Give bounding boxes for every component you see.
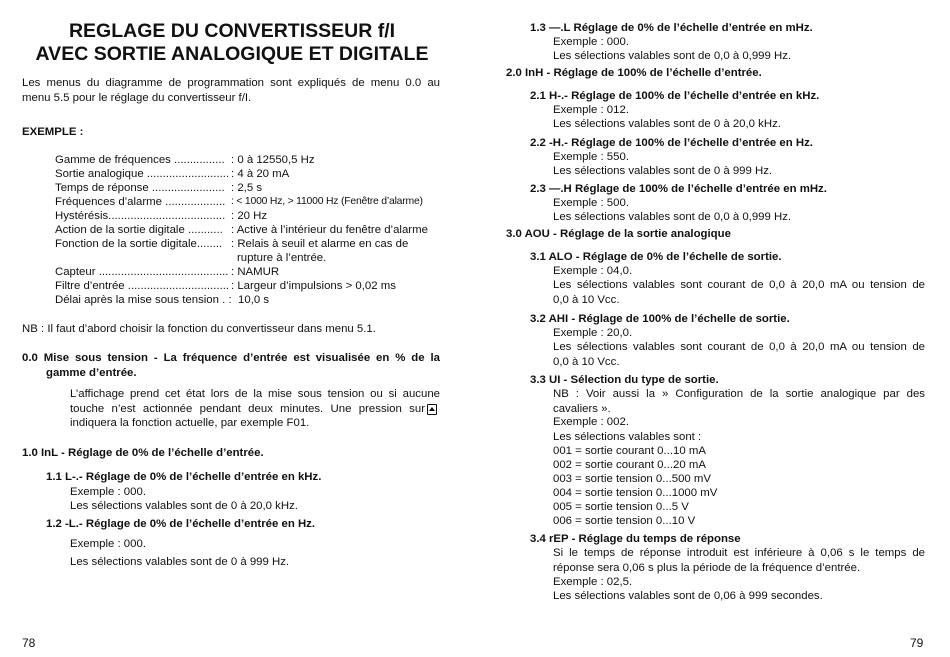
- section-3-4-example: Exemple : 02,5.: [553, 576, 633, 588]
- section-1-2-example: Exemple : 000.: [70, 538, 146, 550]
- section-3-4-body-line1: Si le temps de réponse introduit est inférieure à 0,06 s le temps de: [553, 547, 925, 559]
- spec-label: Capteur .........................................: [55, 266, 229, 278]
- section-3-3-valid: Les sélections valables sont :: [553, 431, 702, 443]
- section-0-0-body: [70, 387, 440, 431]
- spec-label: Action de la sortie digitale ...........: [55, 224, 223, 236]
- section-3-2-range-line1: Les sélections valables sont courant de 0,0 à 20,0 mA ou tension de: [553, 341, 925, 353]
- nb-note: NB : Il faut d’abord choisir la fonction du convertisseur dans menu 5.1.: [22, 323, 376, 335]
- section-3-4-range: Les sélections valables sont de 0,06 à 999 secondes.: [553, 590, 823, 602]
- page-title-line1: REGLAGE DU CONVERTISSEUR f/I: [68, 20, 396, 42]
- spec-value-continuation: rupture à l’entrée.: [237, 252, 327, 264]
- output-option: 001 = sortie courant 0...10 mA: [553, 445, 706, 457]
- spec-label: Sortie analogique ..........................: [55, 168, 230, 180]
- spec-value: : 20 Hz: [231, 210, 268, 222]
- section-1-3-heading: 1.3 —.L Réglage de 0% de l’échelle d’entrée en mHz.: [530, 22, 813, 34]
- section-2-3-heading: 2.3 —.H Réglage de 100% de l’échelle d’entrée en mHz.: [530, 183, 827, 195]
- section-2-2-example: Exemple : 550.: [553, 151, 629, 163]
- section-2-1-heading: 2.1 H-.- Réglage de 100% de l’échelle d’entrée en kHz.: [530, 90, 820, 102]
- section-2-0-heading: 2.0 InH - Réglage de 100% de l’échelle d’entrée.: [506, 67, 762, 79]
- section-3-0-heading: 3.0 AOU - Réglage de la sortie analogique: [506, 228, 731, 240]
- section-3-3-nb: [553, 387, 925, 416]
- spec-label: Fréquences d’alarme ...................: [55, 196, 226, 208]
- section-1-1-range: Les sélections valables sont de 0 à 20,0 kHz.: [70, 500, 298, 512]
- section-3-1-range: [553, 278, 925, 307]
- spec-label: Filtre d’entrée ................................: [55, 280, 230, 292]
- intro-line2: menu 5.5 pour le réglage du convertisseur f/I.: [22, 91, 252, 104]
- section-1-2-heading: 1.2 -L.- Réglage de 0% de l’échelle d’entrée en Hz.: [46, 518, 316, 530]
- spec-value: : < 1000 Hz, > 11000 Hz (Fenêtre d’alarme): [231, 196, 423, 207]
- section-0-0-heading-line2: gamme d’entrée.: [46, 366, 137, 379]
- spec-value: : 0 à 12550,5 Hz: [231, 154, 315, 166]
- section-0-0-body-line1: L’affichage prend cet état lors de la mise sous tension ou si aucune: [70, 388, 440, 400]
- section-0-0-body-line2-row: [70, 402, 440, 417]
- section-0-0-heading-line1: 0.0 Mise sous tension - La fréquence d’entrée est visualisée en % de la: [22, 352, 440, 364]
- spec-label: Fonction de la sortie digitale........: [55, 238, 223, 250]
- right-page: [475, 0, 950, 657]
- section-1-1-heading: 1.1 L-.- Réglage de 0% de l’échelle d’entrée en kHz.: [46, 471, 322, 483]
- section-3-1-range-line1: Les sélections valables sont courant de 0,0 à 20,0 mA ou tension de: [553, 279, 925, 291]
- section-1-1-example: Exemple : 000.: [70, 486, 146, 498]
- spec-value: : 2,5 s: [231, 182, 263, 194]
- section-2-3-range: Les sélections valables sont de 0,0 à 0,999 Hz.: [553, 211, 792, 223]
- enter-key-icon: [427, 404, 437, 415]
- spec-value: : Relais à seuil et alarme en cas de: [231, 238, 409, 250]
- page-number-left: 78: [22, 636, 36, 650]
- output-option: 005 = sortie tension 0...5 V: [553, 501, 689, 513]
- section-3-3-nb-line1: NB : Voir aussi la » Configuration de la sortie analogique par des: [553, 388, 925, 400]
- section-2-3-example: Exemple : 500.: [553, 197, 629, 209]
- section-3-2-heading: 3.2 AHI - Réglage de 100% de l’échelle de sortie.: [530, 313, 790, 325]
- section-2-1-example: Exemple : 012.: [553, 104, 629, 116]
- section-1-3-example: Exemple : 000.: [553, 36, 629, 48]
- section-0-0-body-line3: indiquera la fonction actuelle, par exemple F01.: [70, 417, 310, 430]
- section-3-1-heading: 3.1 ALO - Réglage de 0% de l’échelle de sortie.: [530, 251, 782, 263]
- section-0-0-body-line2: touche n’est actionnée pendant deux minutes. Une pression sur: [70, 402, 425, 415]
- spec-value: : Largeur d’impulsions > 0,02 ms: [231, 280, 396, 292]
- section-3-4-body: [553, 546, 925, 575]
- spec-label: Délai après la mise sous tension . :: [55, 294, 232, 306]
- spec-value: : Active à l’intérieur du fenêtre d’alarme: [231, 224, 428, 236]
- section-3-2-range-line2: 0,0 à 10 Vcc.: [553, 355, 620, 368]
- section-3-4-heading: 3.4 rEP - Réglage du temps de réponse: [530, 533, 741, 545]
- section-2-2-range: Les sélections valables sont de 0 à 999 Hz.: [553, 165, 773, 177]
- output-option: 002 = sortie courant 0...20 mA: [553, 459, 706, 471]
- page-title-line2: AVEC SORTIE ANALOGIQUE ET DIGITALE: [35, 43, 429, 65]
- output-option: 004 = sortie tension 0...1000 mV: [553, 487, 718, 499]
- output-option: 003 = sortie tension 0...500 mV: [553, 473, 711, 485]
- section-3-2-range: [553, 340, 925, 369]
- section-3-2-example: Exemple : 20,0.: [553, 327, 633, 339]
- section-3-4-body-line2: réponse sera 0,06 s plus la période de la fréquence d’entrée.: [553, 561, 861, 574]
- section-3-3-example: Exemple : 002.: [553, 416, 629, 428]
- spec-value: 10,0 s: [238, 294, 270, 306]
- section-3-1-range-line2: 0,0 à 10 Vcc.: [553, 293, 620, 306]
- page-number-right: 79: [910, 636, 924, 650]
- section-2-2-heading: 2.2 -H.- Réglage de 100% de l’échelle d’entrée en Hz.: [530, 137, 813, 149]
- spec-value: : NAMUR: [231, 266, 280, 278]
- section-0-0-heading: [22, 351, 440, 380]
- intro-line1: Les menus du diagramme de programmation sont expliqués de menu 0.0 au: [22, 77, 440, 89]
- spec-label: Temps de réponse .......................: [55, 182, 225, 194]
- example-heading: EXEMPLE :: [22, 126, 84, 138]
- spec-label: Hystérésis.....................................: [55, 210, 226, 222]
- section-2-1-range: Les sélections valables sont de 0 à 20,0 kHz.: [553, 118, 781, 130]
- spec-label: Gamme de fréquences ................: [55, 154, 225, 166]
- intro-paragraph: [22, 76, 440, 105]
- output-option: 006 = sortie tension 0...10 V: [553, 515, 696, 527]
- spec-value: : 4 à 20 mA: [231, 168, 290, 180]
- section-3-3-heading: 3.3 UI - Sélection du type de sortie.: [530, 374, 719, 386]
- section-1-3-range: Les sélections valables sont de 0,0 à 0,999 Hz.: [553, 50, 792, 62]
- section-1-2-range: Les sélections valables sont de 0 à 999 Hz.: [70, 556, 290, 568]
- section-3-1-example: Exemple : 04,0.: [553, 265, 633, 277]
- section-1-0-heading: 1.0 InL - Réglage de 0% de l’échelle d’entrée.: [22, 447, 264, 459]
- section-3-3-nb-line2: cavaliers ».: [553, 402, 611, 415]
